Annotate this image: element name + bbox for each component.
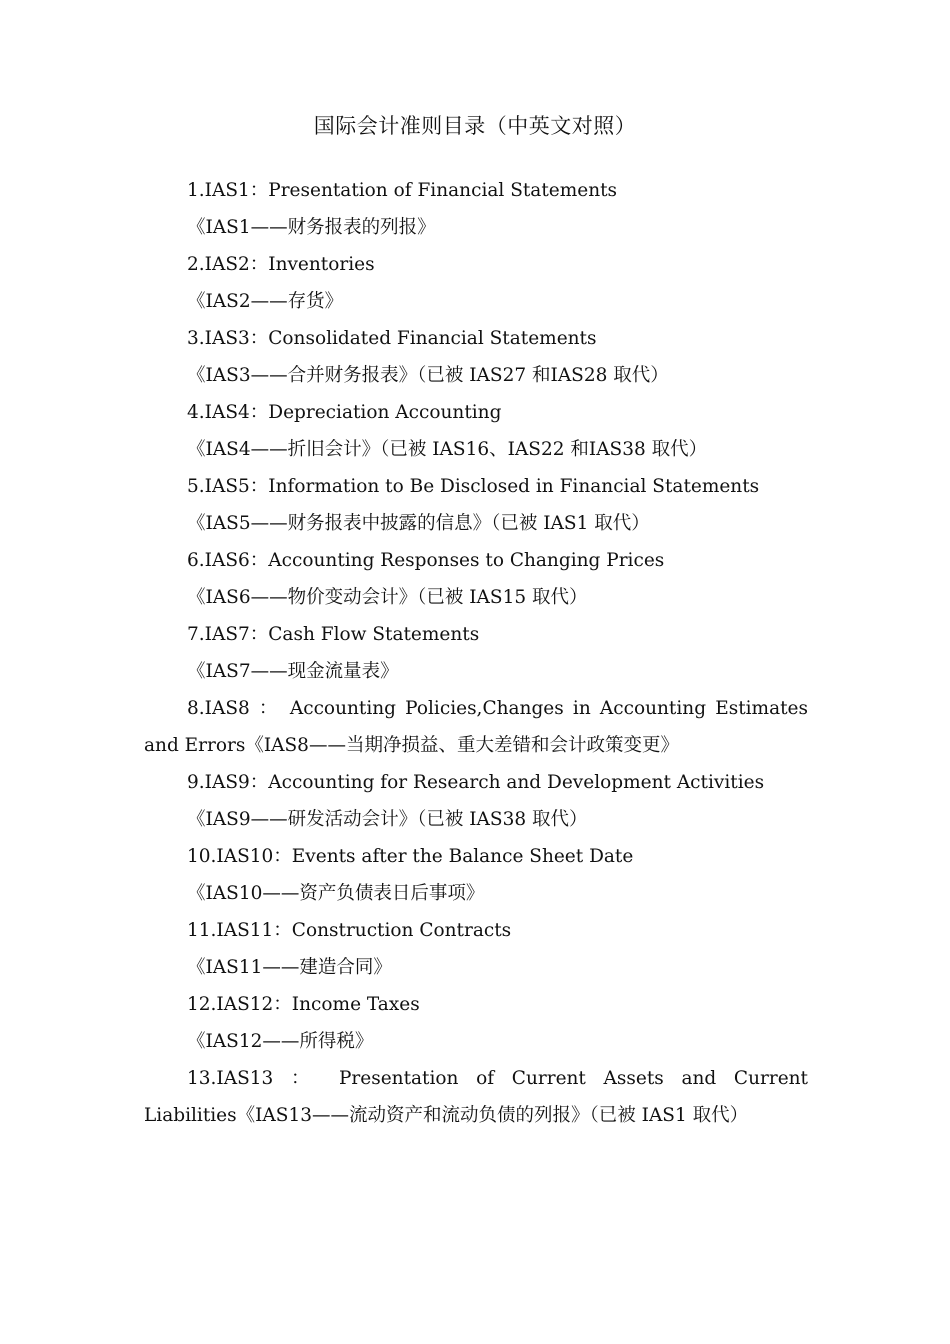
entry-1-chinese: 《IAS1——财务报表的列报》 (187, 217, 436, 238)
entry-8-paragraph: 8.IAS8 ： Accounting Policies,Changes in Accounting Estimates and Errors《IAS8——当期净损益、重大差错和会计政策变更》 (144, 698, 808, 756)
standards-list (144, 172, 808, 1134)
entry-10-english: 10.IAS10：Events after the Balance Sheet Date (187, 846, 634, 867)
entry-10-chinese: 《IAS10——资产负债表日后事项》 (187, 883, 485, 904)
entry-7-english: 7.IAS7：Cash Flow Statements (187, 624, 480, 645)
entry-11-chinese: 《IAS11——建造合同》 (187, 957, 392, 978)
document-title: 国际会计准则目录（中英文对照） (313, 114, 637, 138)
entry-4-english: 4.IAS4：Depreciation Accounting (187, 402, 502, 423)
entry-5-english: 5.IAS5：Information to Be Disclosed in Financial Statements (187, 476, 760, 497)
entry-2-english: 2.IAS2：Inventories (187, 254, 375, 275)
entry-11-english: 11.IAS11：Construction Contracts (187, 920, 512, 941)
entry-2-chinese: 《IAS2——存货》 (187, 291, 344, 312)
entry-7-chinese: 《IAS7——现金流量表》 (187, 661, 399, 682)
entry-9-english: 9.IAS9：Accounting for Research and Development Activities (187, 772, 765, 793)
entry-5-chinese: 《IAS5——财务报表中披露的信息》（已被 IAS1 取代） (187, 513, 650, 534)
entry-3-english: 3.IAS3：Consolidated Financial Statements (187, 328, 597, 349)
entry-1-english: 1.IAS1：Presentation of Financial Statements (187, 180, 618, 201)
entry-12-chinese: 《IAS12——所得税》 (187, 1031, 374, 1052)
entry-6-chinese: 《IAS6——物价变动会计》（已被 IAS15 取代） (187, 587, 588, 608)
entry-4-chinese: 《IAS4——折旧会计》（已被 IAS16、IAS22 和IAS38 取代） (187, 439, 708, 460)
entry-12-english: 12.IAS12：Income Taxes (187, 994, 420, 1015)
entry-6-english: 6.IAS6：Accounting Responses to Changing Prices (187, 550, 665, 571)
entry-13-paragraph: 13.IAS13 ： Presentation of Current Assets and Current Liabilities《IAS13——流动资产和流动负债的列报》（已被 IAS1 取代） (144, 1068, 808, 1126)
entry-3-chinese: 《IAS3——合并财务报表》（已被 IAS27 和IAS28 取代） (187, 365, 669, 386)
entry-9-chinese: 《IAS9——研发活动会计》（已被 IAS38 取代） (187, 809, 588, 830)
